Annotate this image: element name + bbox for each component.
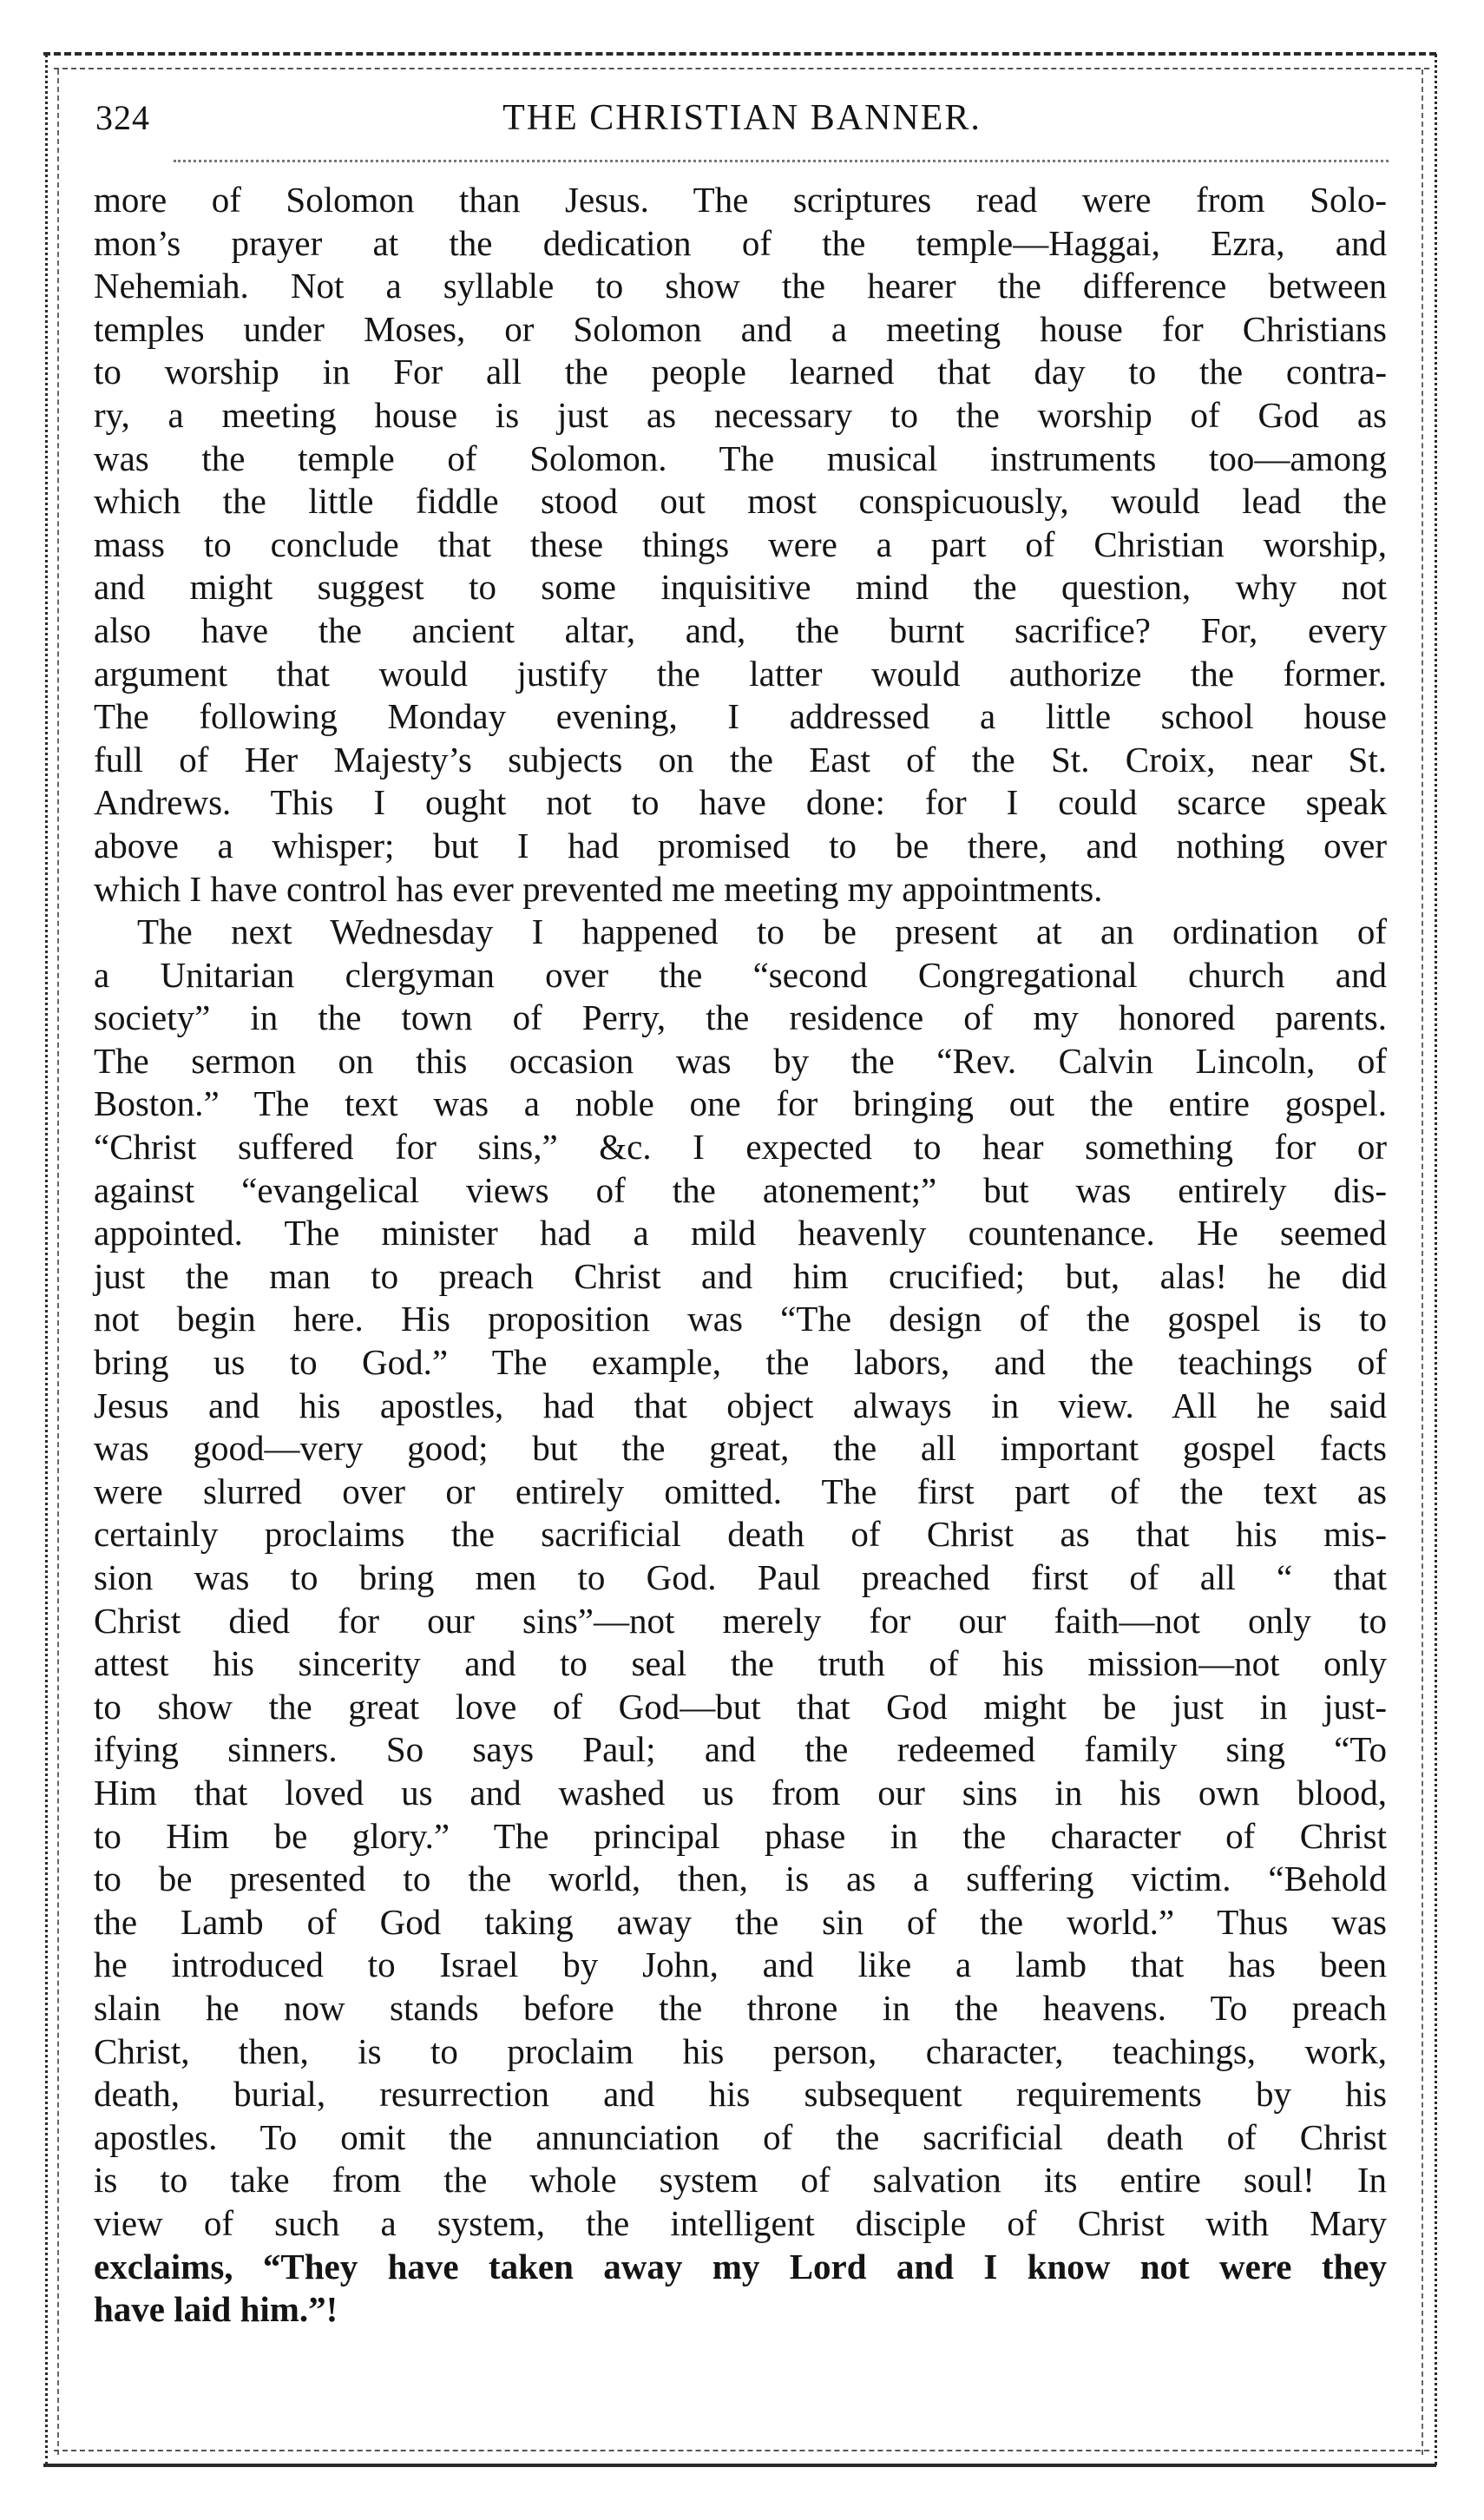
text-line: a Unitarian clergyman over the “second Congregational church and [94,954,1387,995]
text-line: above a whisper; but I had promised to be there, and nothing over [94,825,1387,865]
text-line: attest his sincerity and to seal the truth of his mission—not only [94,1643,1387,1684]
text-line: Andrews. This I ought not to have done: for I could scarce speak [94,782,1387,823]
top-border-rule [43,52,1436,56]
left-border-rule [45,54,48,2465]
text-line: the Lamb of God taking away the sin of the world.” Thus was [94,1901,1387,1942]
text-line: mon’s prayer at the dedication of the temple—Haggai, Ezra, and [94,222,1387,263]
text-line: which the little fiddle stood out most conspicuously, would lead the [94,481,1387,522]
text-line: Christ died for our sins”—not merely for our faith—not only to [94,1600,1387,1641]
text-line: to be presented to the world, then, is as a suffering victim. “Behold [94,1859,1387,1899]
text-line: was the temple of Solomon. The musical instruments too—among [94,438,1387,478]
text-line: ifying sinners. So says Paul; and the redeemed family sing “To [94,1729,1387,1770]
text-line: death, burial, resurrection and his subsequent requirements by his [94,2074,1387,2115]
text-line: mass to conclude that these things were a part of Christian worship, [94,523,1387,564]
text-line: ry, a meeting house is just as necessary to the worship of God as [94,394,1387,435]
text-line: more of Solomon than Jesus. The scriptures read were from Solo- [94,180,1387,220]
text-line: and might suggest to some inquisitive mind the question, why not [94,567,1387,608]
text-line: “Christ suffered for sins,” &c. I expected to hear something for or [94,1127,1387,1168]
text-line: which I have control has ever prevented me meeting my appointments. [94,868,1103,909]
text-line: Him that loved us and washed us from our sins in his own blood, [94,1772,1387,1813]
text-line: apostles. To omit the annunciation of the sacrificial death of Christ [94,2116,1387,2157]
text-line: appointed. The minister had a mild heavenly countenance. He seemed [94,1213,1387,1253]
text-line: Jesus and his apostles, had that object always in view. All he said [94,1385,1387,1425]
text-line: sion was to bring men to God. Paul preached first of all “ that [94,1557,1387,1597]
text-line: exclaims, “They have taken away my Lord and I know not were they [94,2246,1387,2286]
text-line: also have the ancient altar, and, the burnt sacrifice? For, every [94,609,1387,650]
header-divider [174,160,1389,162]
bottom-inner-border-rule [54,2450,1429,2451]
text-line: full of Her Majesty’s subjects on the East of the St. Croix, near St. [94,739,1387,780]
text-line: is to take from the whole system of salvation its entire soul! In [94,2160,1387,2201]
right-inner-border-rule [1422,69,1423,2455]
text-line: was good—very good; but the great, the all important gospel facts [94,1428,1387,1469]
text-line: The following Monday evening, I addressed a little school house [94,696,1387,737]
top-inner-border-rule [54,68,1429,69]
article-body [94,179,1387,2332]
bottom-border-rule [43,2464,1436,2467]
text-line: Christ, then, is to proclaim his person, character, teachings, work, [94,2030,1387,2071]
text-line: The sermon on this occasion was by the “Rev. Calvin Lincoln, of [94,1040,1387,1081]
text-line: temples under Moses, or Solomon and a meeting house for Christians [94,308,1387,349]
text-line: to show the great love of God—but that God might be just in just- [94,1686,1387,1727]
text-line: certainly proclaims the sacrificial death of Christ as that his mis- [94,1514,1387,1555]
text-line: to worship in For all the people learned that day to the contra- [94,352,1387,392]
left-inner-border-rule [57,69,59,2455]
text-line: slain he now stands before the throne in the heavens. To preach [94,1987,1387,2028]
text-line: just the man to preach Christ and him crucified; but, alas! he did [94,1255,1387,1296]
text-line: against “evangelical views of the atonement;” but was entirely dis- [94,1169,1387,1210]
page-number: 324 [95,98,150,137]
text-line: argument that would justify the latter would authorize the former. [94,653,1387,694]
text-line: bring us to God.” The example, the labors, and the teachings of [94,1342,1387,1383]
text-line: not begin here. His proposition was “The design of the gospel is to [94,1299,1387,1339]
paragraph-start-line: The next Wednesday I happened to be present at an ordination of [137,911,1387,952]
text-line: have laid him.”! [94,2289,338,2330]
text-line: he introduced to Israel by John, and like a lamb that has been [94,1944,1387,1985]
page-header [87,97,1397,149]
text-line: to Him be glory.” The principal phase in the character of Christ [94,1815,1387,1856]
running-title: THE CHRISTIAN BANNER. [502,98,982,138]
text-line: Nehemiah. Not a syllable to show the hearer the difference between [94,266,1387,306]
right-border-rule [1435,54,1437,2465]
text-line: society” in the town of Perry, the residence of my honored parents. [94,997,1387,1038]
text-line: were slurred over or entirely omitted. The first part of the text as [94,1471,1387,1511]
text-line: view of such a system, the intelligent disciple of Christ with Mary [94,2202,1387,2243]
text-line: Boston.” The text was a noble one for bringing out the entire gospel. [94,1083,1387,1124]
